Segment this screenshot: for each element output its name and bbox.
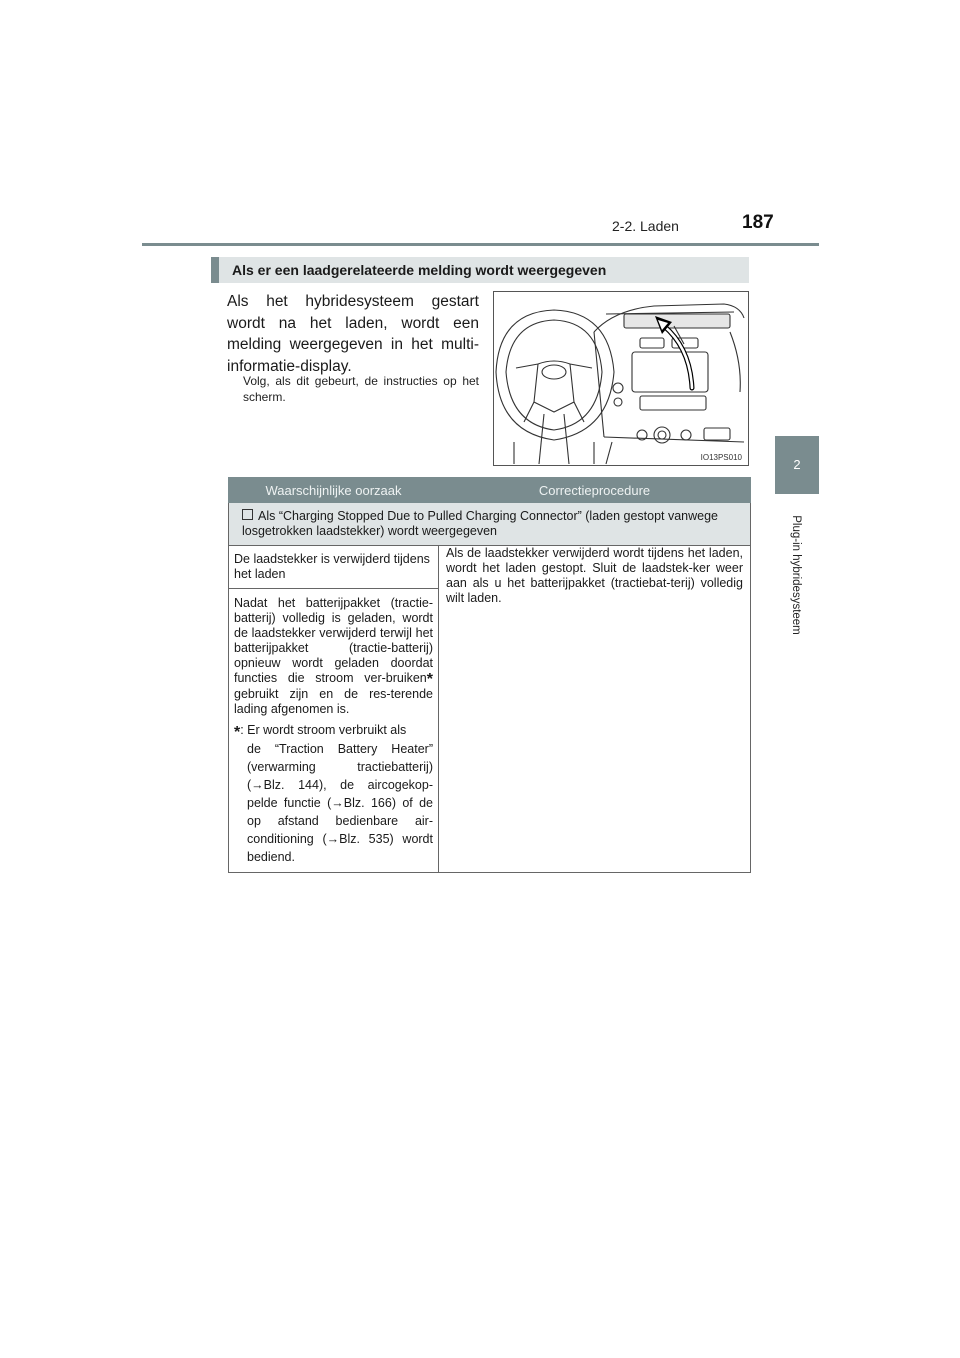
section-banner-title: Als er een laadgerelateerde melding wordt weergegeven <box>232 262 607 278</box>
cause-2-text <box>234 596 433 717</box>
asterisk-mark: * <box>426 671 433 688</box>
section-banner <box>211 257 749 283</box>
cause-2-part-b: gebruikt zijn en de res-terende lading afgenomen is. <box>234 687 433 716</box>
checkbox-square-icon <box>242 509 253 520</box>
header-correction: Correctieprocedure <box>439 478 751 503</box>
page-number: 187 <box>742 212 774 233</box>
chapter-label <box>786 510 806 640</box>
message-condition-row <box>229 503 751 546</box>
dashboard-illustration <box>493 291 749 466</box>
section-title: 2-2. Laden <box>612 218 679 234</box>
chapter-label-text: Plug-in hybridesysteem <box>790 515 802 635</box>
message-condition-text: Als “Charging Stopped Due to Pulled Charging Connector” (laden gestopt vanwege losgetrokken laadstekker) wordt weergegeven <box>242 509 719 538</box>
footnote-body: de “Traction Battery Heater” (verwarming tractiebatterij) (→Blz. 144), de aircogekop-pelde functie (→Blz. 166) of de op afstand bedienbare air-conditioning (→Blz. 535) wordt bediend. <box>247 742 433 864</box>
cause-cell-1: De laadstekker is verwijderd tijdens het laden <box>229 546 439 589</box>
footnote-head: : Er wordt stroom verbruikt als <box>240 723 407 737</box>
dashboard-drawing <box>494 292 748 465</box>
figure-code: IO13PS010 <box>700 453 742 462</box>
troubleshooting-table <box>228 477 751 873</box>
cause-cell-2 <box>229 589 439 873</box>
intro-paragraph: Als het hybridesysteem gestart wordt na het laden, wordt een melding weergegeven in het multi-informatie-display. <box>227 293 479 375</box>
correction-cell: Als de laadstekker verwijderd wordt tijdens het laden, wordt het laden gestopt. Sluit de laadstek-ker weer aan als u het batterijpakket (tractiebat-terij) volledig wilt laden. <box>439 546 751 873</box>
footnote <box>234 721 433 866</box>
cause-2-part-a: Nadat het batterijpakket (tractie-batterij) volledig is geladen, wordt de laadstekker verwijderd terwijl het batterijpakket (tractie-batterij) opnieuw wordt geladen doordat functies die stroom ver-bruiken <box>234 596 433 685</box>
intro-note: Volg, als dit gebeurt, de instructies op het scherm. <box>243 374 479 404</box>
header-divider <box>142 243 819 246</box>
footnote-asterisk: * <box>234 724 241 741</box>
header-probable-cause: Waarschijnlijke oorzaak <box>229 478 439 503</box>
chapter-tab: 2 <box>775 436 819 494</box>
